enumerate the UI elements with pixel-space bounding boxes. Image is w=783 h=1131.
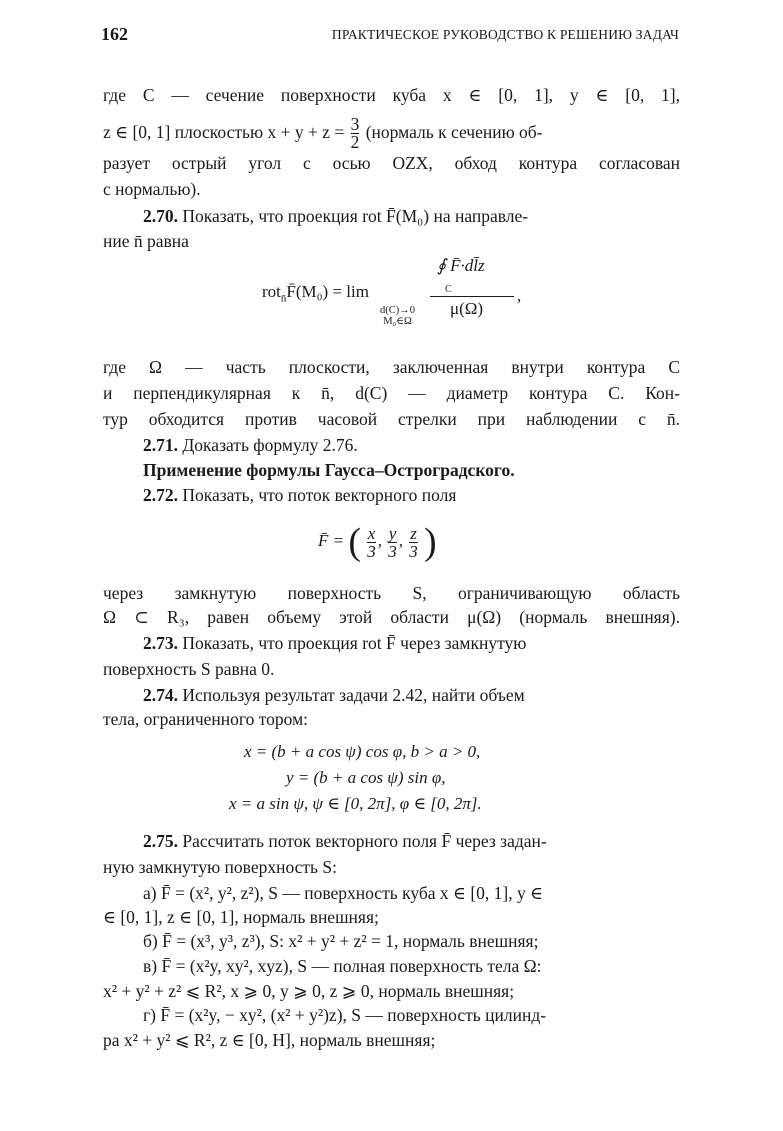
fraction-denominator: μ(Ω) (450, 299, 484, 318)
text-line: где Ω — часть плоскости, заключенная внутри контура C (103, 357, 680, 377)
formula-comma: , (517, 286, 522, 305)
item-a: а) F̄ = (x², y², z²), S — поверхность куба x ∈ [0, 1], y ∈ (143, 883, 544, 903)
fraction-denominator: 2 (350, 132, 360, 153)
text-line: через замкнутую поверхность S, ограничивающую область (103, 583, 680, 603)
problem-2-70 (143, 205, 680, 227)
limit-cond-1: d(C)→0 (380, 305, 415, 316)
text-line: с нормалью). (103, 179, 201, 199)
torus-eq-1: x = (b + a cos ψ) cos φ, b > a > 0, (244, 742, 481, 761)
text-line: ную замкнутую поверхность S: (103, 857, 338, 877)
fraction (351, 116, 360, 151)
numerator: y (388, 523, 397, 543)
fraction-x (367, 525, 376, 560)
problem-2-71 (143, 434, 680, 456)
rot-limit-formula (262, 252, 532, 332)
problem-text: Рассчитать поток векторного поля F̄ через задан- (178, 831, 547, 851)
formula-lhs (262, 282, 369, 304)
text-line: разует острый угол с осью OZX, обход контура согласован (103, 153, 680, 173)
denominator: 3 (388, 541, 397, 561)
formula-lim: F̄(M₀) = lim (286, 282, 369, 301)
text-line-with-fraction (103, 112, 680, 152)
problem-2-73 (143, 632, 680, 654)
problem-text: Доказать формулу 2.76. (178, 435, 358, 455)
item-c-cont: x² + y² + z² ⩽ R², x ⩾ 0, y ⩾ 0, z ⩾ 0, нормаль внешняя; (103, 981, 515, 1001)
problem-text: Показать, что проекция rot F̄(M₀) на направле- (178, 206, 529, 226)
text-line: Ω ⊂ R₃, равен объему этой области μ(Ω) (нормаль внешняя). (103, 607, 680, 627)
contour-label: C (445, 284, 452, 295)
item-c: в) F̄ = (x²y, xy², xyz), S — полная поверхность тела Ω: (143, 956, 542, 976)
formula-rot: rot (262, 282, 281, 301)
numerator: x (367, 523, 376, 543)
section-heading: Применение формулы Гаусса–Остроградского. (143, 460, 515, 480)
fraction-numerator: 3 (350, 114, 360, 135)
text-fragment: z ∈ [0, 1] плоскостью x + y + z = (103, 122, 345, 142)
problem-text: Используя результат задачи 2.42, найти объем (178, 685, 525, 705)
problem-text: Показать, что проекция rot F̄ через замкнутую (178, 633, 527, 653)
problem-number: 2.73. (143, 633, 178, 653)
denominator: 3 (409, 541, 418, 561)
problem-number: 2.74. (143, 685, 178, 705)
text-line: и перпендикулярная к n̄, d(C) — диаметр контура C. Кон- (103, 383, 680, 403)
text-line: поверхность S равна 0. (103, 659, 275, 679)
text-line: ние n̄ равна (103, 231, 189, 251)
text-line: где C — сечение поверхности куба x ∈ [0, 1], y ∈ [0, 1], (103, 85, 680, 105)
limit-cond-2: M₀∈Ω (383, 316, 412, 327)
fraction-bar (430, 296, 514, 297)
page-number: 162 (101, 24, 128, 44)
problem-number: 2.75. (143, 831, 178, 851)
torus-eq-3: x = a sin ψ, ψ ∈ [0, 2π], φ ∈ [0, 2π]. (229, 794, 482, 813)
item-b: б) F̄ = (x³, y³, z³), S: x² + y² + z² = 1, нормаль внешняя; (143, 931, 539, 951)
text-fragment: (нормаль к сечению об- (365, 122, 543, 142)
running-title: ПРАКТИЧЕСКОЕ РУКОВОДСТВО К РЕШЕНИЮ ЗАДАЧ (331, 27, 679, 42)
text-line: тела, ограниченного тором: (103, 709, 309, 729)
problem-2-72 (143, 484, 680, 506)
item-d-cont: ра x² + y² ⩽ R², z ∈ [0, H], нормаль внешняя; (103, 1030, 436, 1050)
text-line: тур обходится против часовой стрелки при наблюдении с n̄. (103, 409, 680, 429)
problem-number: 2.71. (143, 435, 178, 455)
problem-2-74 (143, 684, 680, 706)
formula-sub: n̄ (280, 292, 287, 305)
fraction-z (409, 525, 418, 560)
page-header (101, 24, 679, 48)
problem-text: Показать, что поток векторного поля (178, 485, 457, 505)
vector-field-formula: F̄ = ( $\frac{x}{3}$ , $\frac{y}{3}$ , $\frac{z}{3}$ ) (318, 521, 437, 564)
fraction-y (388, 525, 397, 560)
numerator: z (410, 523, 417, 543)
item-d: г) F̄ = (x²y, − xy², (x² + y²)z), S — поверхность цилинд- (143, 1005, 547, 1025)
problem-2-75 (143, 830, 680, 852)
left-paren: ( (348, 521, 362, 564)
problem-number: 2.70. (143, 206, 178, 226)
denominator: 3 (367, 541, 376, 561)
limit-conditions (380, 305, 415, 327)
problem-number: 2.72. (143, 485, 178, 505)
formula-lhs: F̄ = (318, 531, 345, 550)
right-paren: ) (424, 521, 437, 564)
torus-eq-2: y = (b + a cos ψ) sin φ, (286, 768, 446, 787)
fraction-numerator: ∮ F̄·dl̄z (437, 256, 485, 275)
item-a-cont: ∈ [0, 1], z ∈ [0, 1], нормаль внешняя; (103, 907, 379, 927)
